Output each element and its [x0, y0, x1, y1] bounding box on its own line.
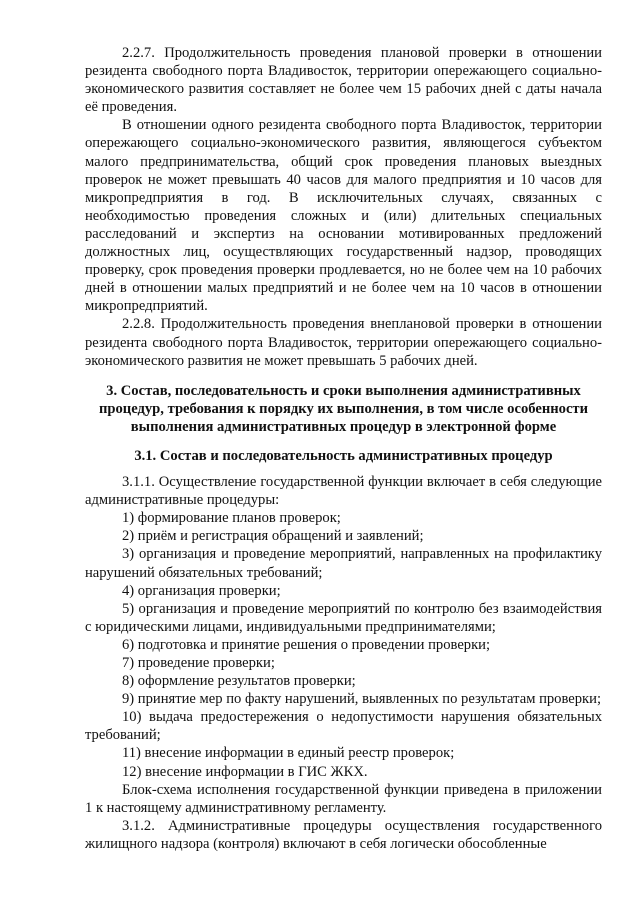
- subsection-heading: 3.1. Состав и последовательность административных процедур: [134, 447, 553, 464]
- paragraph-3-1-1: 3.1.1. Осуществление государственной функции включает в себя следующие административные процедуры:: [85, 474, 602, 509]
- paragraph-small-business-limits: В отношении одного резидента свободного порта Владивосток, территории опережающего социально-экономического развития, являющегося субъектом малого предпринимательства, общий срок проведения плановых выездных проверок не может превышать 40 часов для малого предприятия и 10 часов для микропредприятия в год. В исключительных случаях, связанных с необходимостью проведения сложных и (или) длительных специальных расследований и экспертиз на основании мотивированных предложений должностных лиц, осуществляющих государственный надзор, проводящих проверку, срок проведения проверки продлевается, но не более чем на 10 рабочих дней в отношении малых предприятий и не более чем на 10 часов в отношении микропредприятий.: [85, 117, 602, 315]
- paragraph-3-1-2: 3.1.2. Административные процедуры осуществления государственного жилищного надзора (контроля) включают в себя логически обособленные: [85, 817, 602, 852]
- list-item: 1) формирование планов проверок;: [122, 510, 341, 527]
- paragraph-2-2-7: 2.2.7. Продолжительность проведения плановой проверки в отношении резидента свободного порта Владивосток, территории опережающего социально-экономического развития составляет не более чем 15 рабочих дней с даты начала её проведения.: [85, 45, 602, 116]
- list-item: 12) внесение информации в ГИС ЖКХ.: [122, 763, 368, 780]
- list-item: 6) подготовка и принятие решения о проведении проверки;: [122, 636, 491, 653]
- procedure-list: [85, 509, 602, 780]
- list-item: 7) проведение проверки;: [122, 655, 275, 671]
- list-item: 10) выдача предостережения о недопустимости нарушения обязательных требований;: [85, 709, 602, 744]
- section-heading: 3. Состав, последовательность и сроки выполнения административных процедур, требования к порядку их выполнения, в том числе особенности выполнения административных процедур в электронной форме: [98, 382, 589, 435]
- paragraph-2-2-8: 2.2.8. Продолжительность проведения внеплановой проверки в отношении резидента свободного порта Владивосток, территории опережающего социально-экономического развития не может превышать 5 рабочих дней.: [85, 316, 602, 369]
- list-item: 5) организация и проведение мероприятий по контролю без взаимодействия с юридическими лицами, индивидуальными предпринимателями;: [85, 600, 602, 635]
- list-item: 3) организация и проведение мероприятий, направленных на профилактику нарушений обязательных требований;: [85, 546, 602, 581]
- list-item: 9) принятие мер по факту нарушений, выявленных по результатам проверки;: [122, 691, 602, 708]
- list-item: 4) организация проверки;: [122, 582, 281, 599]
- list-item: 11) внесение информации в единый реестр проверок;: [122, 745, 455, 762]
- list-item: 2) приём и регистрация обращений и заявлений;: [122, 528, 424, 545]
- spacer: [85, 465, 602, 473]
- list-item: 8) оформление результатов проверки;: [122, 673, 356, 690]
- paragraph-flowchart-note: Блок-схема исполнения государственной функции приведена в приложении 1 к настоящему административному регламенту.: [85, 781, 602, 816]
